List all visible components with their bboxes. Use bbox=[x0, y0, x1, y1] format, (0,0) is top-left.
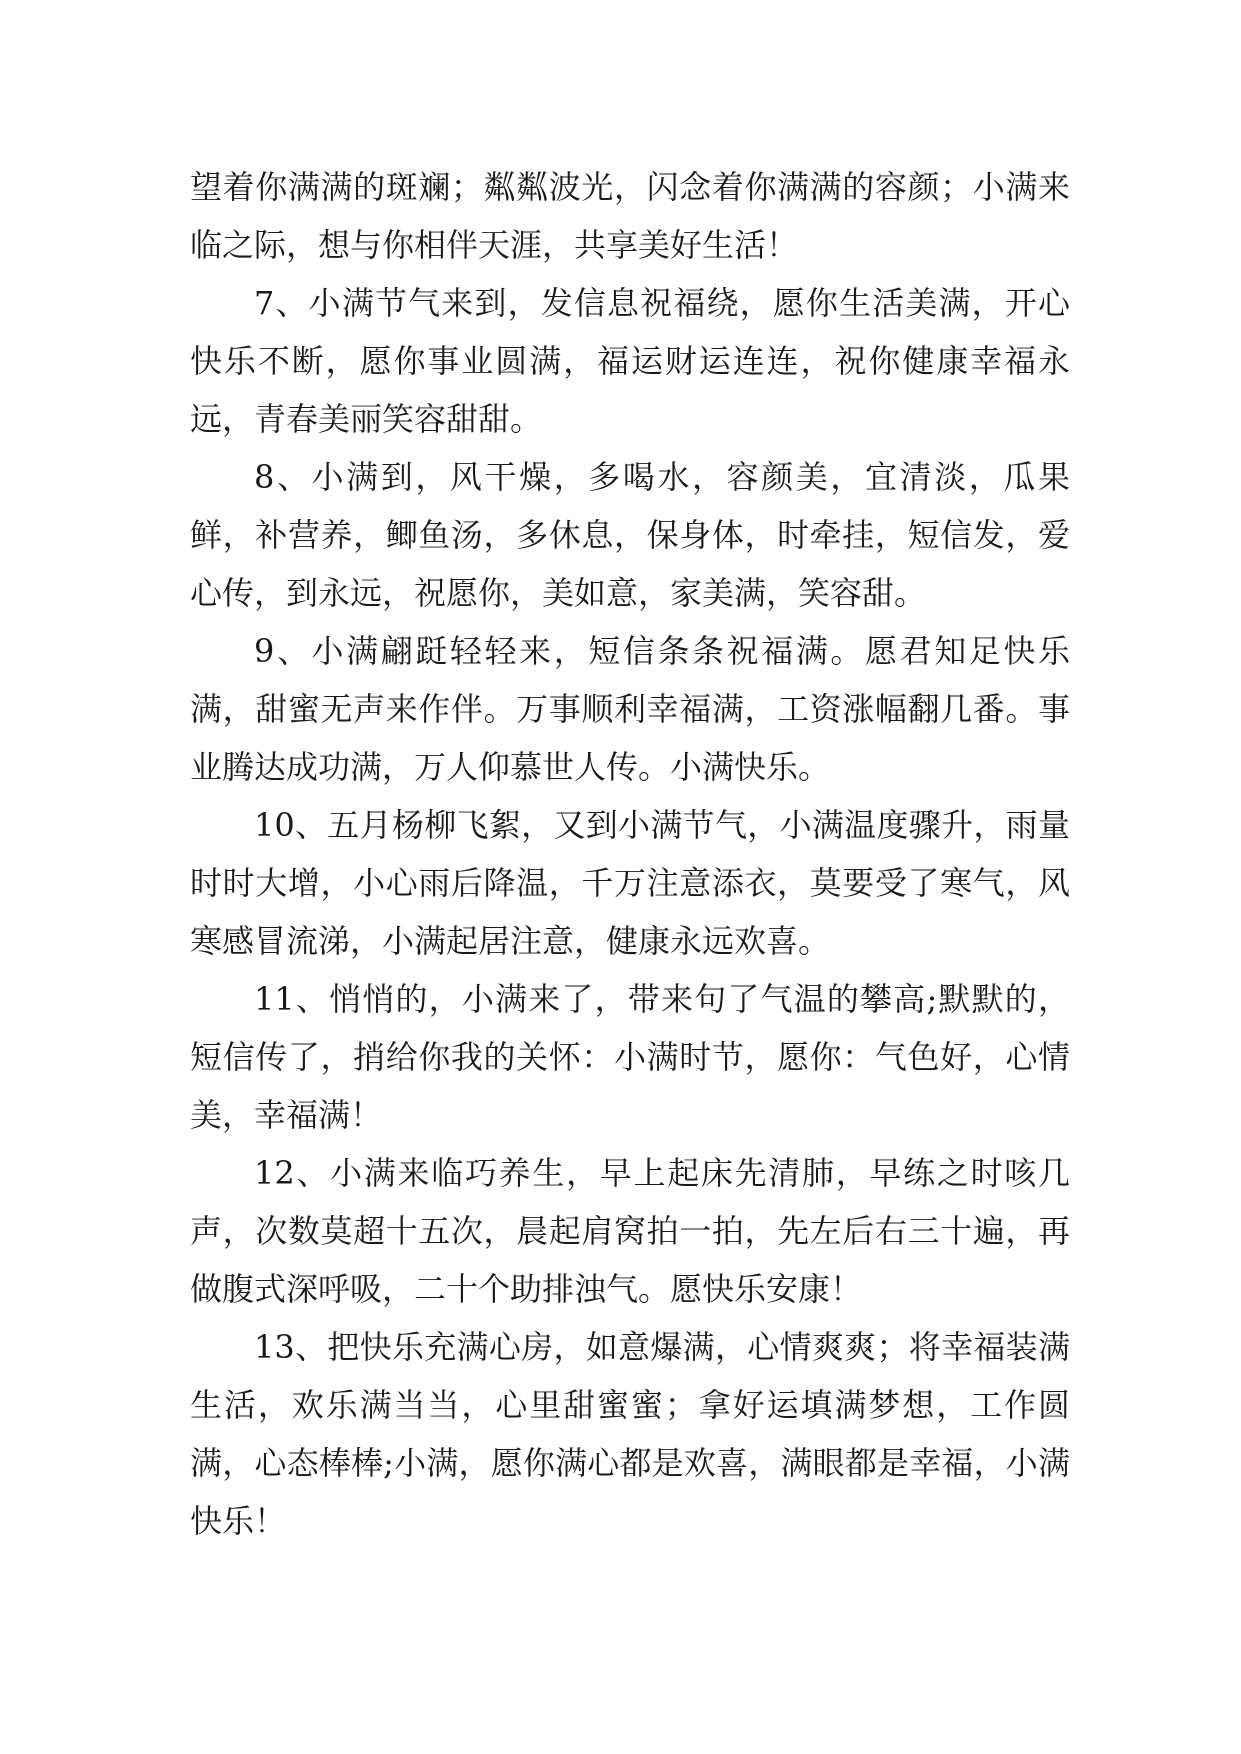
paragraph-8: 8、小满到，风干燥，多喝水，容颜美，宜清淡，瓜果鲜，补营养，鲫鱼汤，多休息，保身体，时牵挂，短信发，爱心传，到永远，祝愿你，美如意，家美满，笑容甜。 bbox=[190, 458, 1070, 612]
paragraph-10: 10、五月杨柳飞絮，又到小满节气，小满温度骤升，雨量时时大增，小心雨后降温，千万注意添衣，莫要受了寒气，风寒感冒流涕，小满起居注意，健康永远欢喜。 bbox=[190, 806, 1070, 960]
document-body bbox=[190, 158, 1070, 1550]
paragraph-12: 12、小满来临巧养生，早上起床先清肺，早练之时咳几声，次数莫超十五次，晨起肩窝拍一拍，先左后右三十遍，再做腹式深呼吸，二十个助排浊气。愿快乐安康！ bbox=[190, 1154, 1070, 1308]
paragraph-11: 11、悄悄的，小满来了，带来句了气温的攀高;默默的，短信传了，捎给你我的关怀：小满时节，愿你：气色好，心情美，幸福满！ bbox=[190, 980, 1070, 1134]
paragraph-7: 7、小满节气来到，发信息祝福绕，愿你生活美满，开心快乐不断，愿你事业圆满，福运财运连连，祝你健康幸福永远，青春美丽笑容甜甜。 bbox=[190, 284, 1070, 438]
paragraph-continued: 望着你满满的斑斓；粼粼波光，闪念着你满满的容颜；小满来临之际，想与你相伴天涯，共享美好生活！ bbox=[190, 168, 1070, 264]
paragraph-13: 13、把快乐充满心房，如意爆满，心情爽爽；将幸福装满生活，欢乐满当当，心里甜蜜蜜；拿好运填满梦想，工作圆满，心态棒棒;小满，愿你满心都是欢喜，满眼都是幸福，小满快乐！ bbox=[190, 1328, 1070, 1540]
paragraph-9: 9、小满翩跹轻轻来，短信条条祝福满。愿君知足快乐满，甜蜜无声来作伴。万事顺利幸福满，工资涨幅翻几番。事业腾达成功满，万人仰慕世人传。小满快乐。 bbox=[190, 632, 1070, 786]
